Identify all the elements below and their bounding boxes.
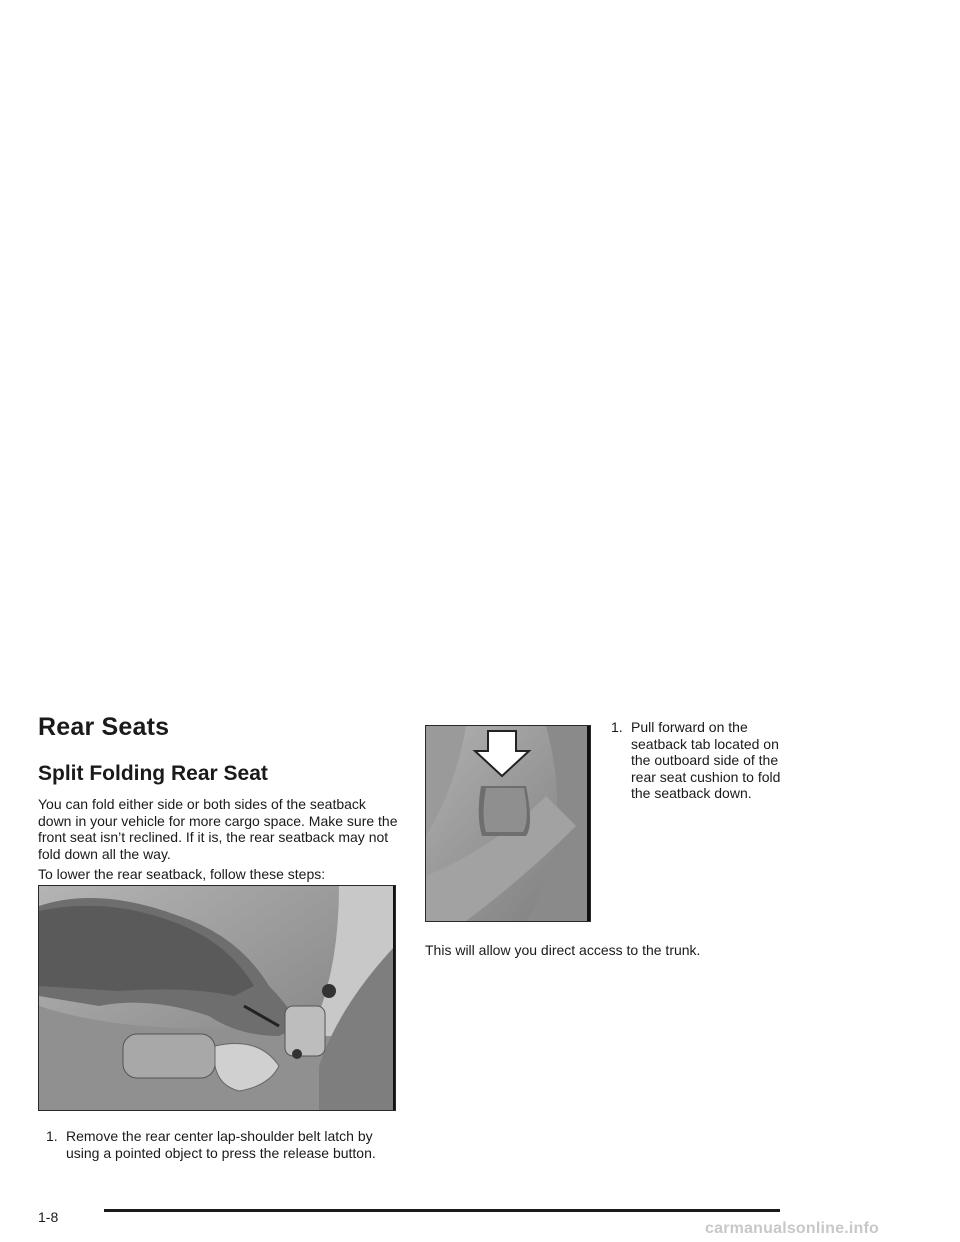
- watermark: carmanualsonline.info: [705, 1220, 880, 1237]
- step-1-left: [46, 1128, 396, 1161]
- step-text: Remove the rear center lap-shoulder belt latch by using a pointed object to press the release button.: [66, 1128, 376, 1161]
- page-number: 1-8: [38, 1209, 59, 1225]
- section-title: Rear Seats: [38, 713, 170, 741]
- step-1-right: [611, 719, 781, 802]
- step-number: 1.: [611, 719, 623, 735]
- belt-latch-illustration: [39, 886, 395, 1110]
- photo-edge: [393, 886, 395, 1110]
- seatback-tab-photo: [425, 725, 591, 922]
- intro-paragraph: You can fold either side or both sides of the seatback down in your vehicle for more cargo space. Make sure the front seat isn’t reclined. If it is, the rear seatback may not fold down all the way.: [38, 796, 398, 862]
- subsection-title: Split Folding Rear Seat: [38, 762, 268, 785]
- seatback-tab-illustration: [426, 726, 590, 921]
- lead-in-paragraph: To lower the rear seatback, follow these steps:: [38, 866, 326, 882]
- closing-paragraph: This will allow you direct access to the trunk.: [425, 942, 701, 958]
- footer-rule: [104, 1209, 780, 1212]
- step-text: Pull forward on the seatback tab located on the outboard side of the rear seat cushion to fold the seatback down.: [631, 719, 781, 802]
- step-number: 1.: [46, 1128, 58, 1144]
- photo-edge: [587, 726, 590, 921]
- belt-latch-photo: [38, 885, 396, 1111]
